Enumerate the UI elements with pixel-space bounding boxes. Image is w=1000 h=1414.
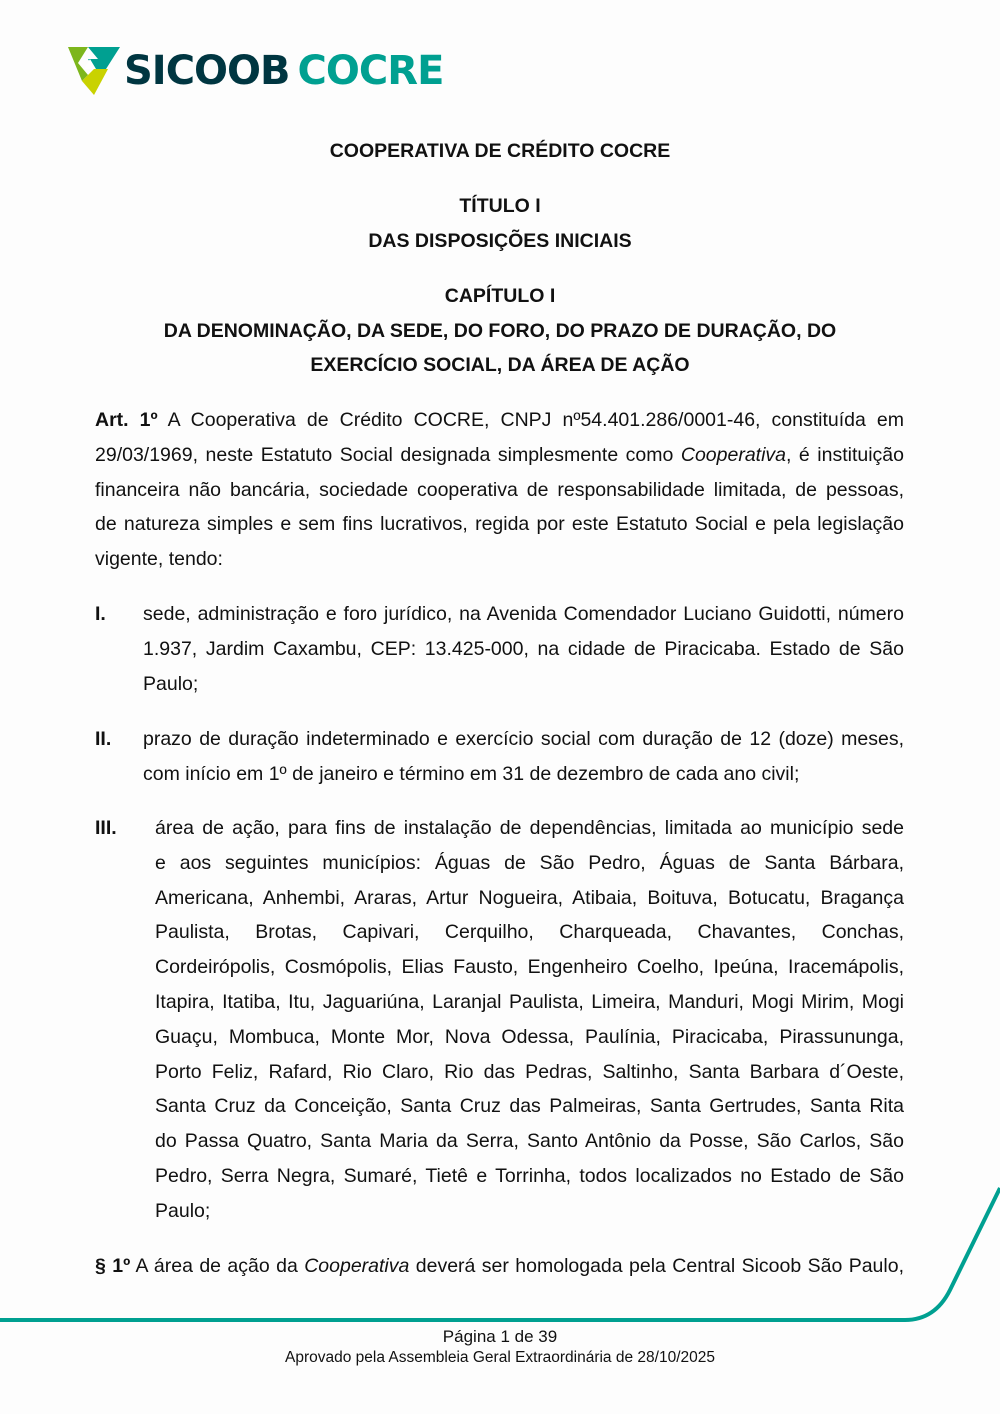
item-line: 1.937, Jardim Caxambu, CEP: 13.425-000, na cidade de Piracicaba. Estado de São <box>143 637 904 660</box>
chapter-name-line-1: DA DENOMINAÇÃO, DA SEDE, DO FORO, DO PRAZO DE DURAÇÃO, DO <box>163 320 837 342</box>
item-line: Santa Cruz da Conceição, Santa Cruz das Palmeiras, Santa Gertrudes, Santa Rita <box>155 1095 904 1118</box>
paragraph-1 <box>95 1249 904 1284</box>
item-i <box>143 597 904 701</box>
item-line: Paulo; <box>143 672 199 695</box>
approval-note: Aprovado pela Assembleia Geral Extraordinária de 28/10/2025 <box>285 1349 715 1366</box>
article-text: 29/03/1969, neste Estatuto Social designada simplesmente como <box>95 443 681 466</box>
item-line: do Passa Quatro, Santa Maria da Serra, Santo Antônio da Posse, São Carlos, São <box>155 1130 904 1153</box>
article-line: financeira não bancária, sociedade cooperativa de responsabilidade limitada, de pessoas, <box>95 478 904 501</box>
article-line <box>95 438 904 473</box>
article-label: Art. 1º <box>95 409 158 431</box>
title-heading: TÍTULO I <box>459 195 541 217</box>
article-line: de natureza simples e sem fins lucrativos, regida por este Estatuto Social e pela legislação <box>95 513 904 536</box>
item-line: Guaçu, Mombuca, Monte Mor, Nova Odessa, Paulínia, Piracicaba, Pirassununga, <box>155 1025 904 1048</box>
page-number: Página 1 de 39 <box>442 1327 558 1346</box>
item-ii <box>143 722 904 792</box>
item-line: Paulo; <box>155 1199 211 1222</box>
sicoob-cocre-logo <box>68 46 443 96</box>
item-number: II. <box>95 728 112 750</box>
logo-name-text: COCRE <box>297 48 444 94</box>
item-number: III. <box>95 817 117 839</box>
title-name-heading: DAS DISPOSIÇÕES INICIAIS <box>368 230 632 252</box>
item-line: com início em 1º de janeiro e término em 31 de dezembro de cada ano civil; <box>143 762 800 785</box>
article-text: , é instituição <box>786 443 904 466</box>
sicoob-logo-icon <box>68 47 120 95</box>
paragraph-italic: Cooperativa <box>304 1255 410 1277</box>
article-line <box>95 403 904 438</box>
paragraph-label: § 1º <box>95 1255 131 1277</box>
chapter-heading: CAPÍTULO I <box>444 285 556 307</box>
article-line: vigente, tendo: <box>95 548 223 571</box>
item-line: sede, administração e foro jurídico, na Avenida Comendador Luciano Guidotti, número <box>143 603 904 625</box>
item-line: Pedro, Serra Negra, Sumaré, Tietê e Torrinha, todos localizados no Estado de São <box>155 1164 904 1187</box>
article-italic: Cooperativa <box>680 443 787 466</box>
item-line: Paulista, Brotas, Capivari, Cerquilho, Charqueada, Chavantes, Conchas, <box>155 921 904 944</box>
item-line: Porto Feliz, Rafard, Rio Claro, Rio das Pedras, Saltinho, Santa Barbara d´Oeste, <box>155 1060 904 1083</box>
item-number: I. <box>95 603 106 625</box>
chapter-name-line-2: EXERCÍCIO SOCIAL, DA ÁREA DE AÇÃO <box>310 354 690 376</box>
item-line: prazo de duração indeterminado e exercício social com duração de 12 (doze) meses, <box>143 728 904 750</box>
paragraph-line <box>95 1249 904 1284</box>
item-line: área de ação, para fins de instalação de dependências, limitada ao município sede <box>155 817 904 839</box>
item-line: Americana, Anhembi, Araras, Artur Nogueira, Atibaia, Boituva, Botucatu, Bragança <box>155 886 904 909</box>
item-line: e aos seguintes municípios: Águas de São Pedro, Águas de Santa Bárbara, <box>155 851 904 874</box>
paragraph-text: deverá ser homologada pela Central Sicoob São Paulo, <box>409 1255 904 1277</box>
logo-brand-text: SICOOB <box>124 48 290 94</box>
item-iii <box>155 811 904 1229</box>
organization-heading: COOPERATIVA DE CRÉDITO COCRE <box>329 140 671 162</box>
item-line: Cordeirópolis, Cosmópolis, Elias Fausto, Engenheiro Coelho, Ipeúna, Iracemápolis, <box>155 956 904 979</box>
article-text: A Cooperativa de Crédito COCRE, CNPJ nº54.401.286/0001-46, constituída em <box>157 409 905 431</box>
paragraph-text: A área de ação da <box>130 1255 305 1277</box>
article-1 <box>95 403 904 577</box>
item-line: Itapira, Itatiba, Itu, Jaguariúna, Laranjal Paulista, Limeira, Manduri, Mogi Mirim, Mogi <box>155 990 904 1013</box>
